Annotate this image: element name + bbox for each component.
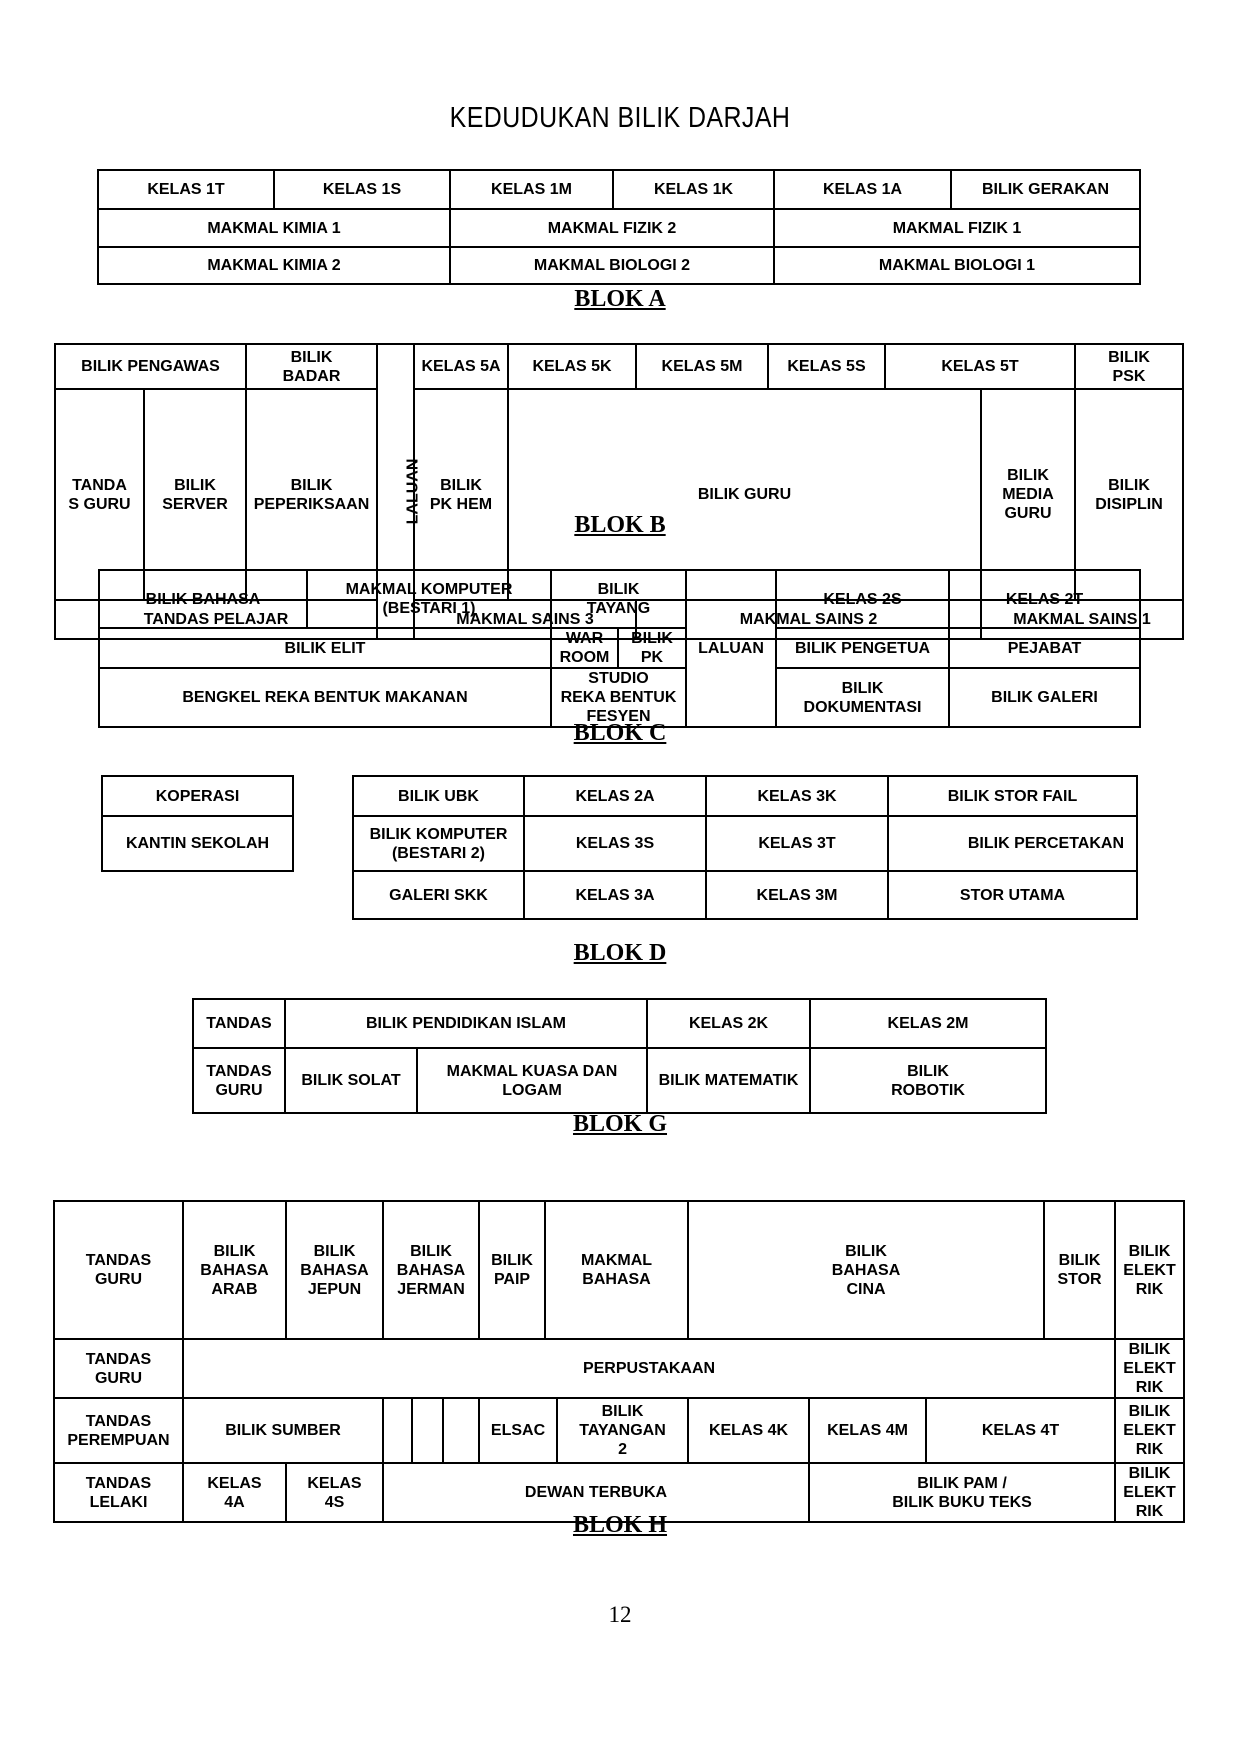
room-pejabat: PEJABAT xyxy=(949,628,1140,668)
room-kelas-3k: KELAS 3K xyxy=(706,776,888,816)
room-tandas-guru: TANDA S GURU xyxy=(55,389,144,600)
room-kelas-1m: KELAS 1M xyxy=(450,170,613,209)
room-dewan-terbuka: DEWAN TERBUKA xyxy=(383,1463,809,1522)
room-kelas-4t: KELAS 4T xyxy=(926,1398,1115,1463)
room-bilik-percetakan: BILIK PERCETAKAN xyxy=(888,816,1137,871)
blok-g-label: BLOK G xyxy=(572,1111,668,1137)
room-makmal-kimia-1: MAKMAL KIMIA 1 xyxy=(98,209,450,247)
room-kelas-2s: KELAS 2S xyxy=(776,570,949,628)
room-koperasi: KOPERASI xyxy=(102,776,293,816)
page-number: 12 xyxy=(608,1602,632,1627)
room-bilik-sumber: BILIK SUMBER xyxy=(183,1398,383,1463)
room-elsac: ELSAC xyxy=(479,1398,557,1463)
room-bilik-komputer-bestari-2: BILIK KOMPUTER (BESTARI 2) xyxy=(353,816,524,871)
blok-b-label: BLOK B xyxy=(574,512,666,538)
room-bilik-bahasa: BILIK BAHASA xyxy=(99,570,307,628)
room-bilik-dokumentasi: BILIK DOKUMENTASI xyxy=(776,668,949,727)
room-bilik-pam-buku-teks: BILIK PAM / BILIK BUKU TEKS xyxy=(809,1463,1115,1522)
room-bilik-elektrik-1: BILIK ELEKTRIK xyxy=(1115,1201,1184,1339)
room-makmal-kuasa-dan-logam: MAKMAL KUASA DAN LOGAM xyxy=(417,1048,647,1113)
room-makmal-biologi-1: MAKMAL BIOLOGI 1 xyxy=(774,247,1140,284)
room-makmal-bahasa: MAKMAL BAHASA xyxy=(545,1201,688,1339)
room-makmal-kimia-2: MAKMAL KIMIA 2 xyxy=(98,247,450,284)
room-makmal-sains-3: MAKMAL SAINS 3 xyxy=(414,600,636,639)
room-kantin-sekolah: KANTIN SEKOLAH xyxy=(102,816,293,871)
room-kelas-1t: KELAS 1T xyxy=(98,170,274,209)
room-bilik-bahasa-arab: BILIK BAHASA ARAB xyxy=(183,1201,286,1339)
blok-d-label: BLOK D xyxy=(573,940,667,966)
room-bilik-pendidikan-islam: BILIK PENDIDIKAN ISLAM xyxy=(285,999,647,1048)
room-kelas-5m: KELAS 5M xyxy=(636,344,768,389)
room-bilik-matematik: BILIK MATEMATIK xyxy=(647,1048,810,1113)
blok-g-table xyxy=(192,998,1047,1114)
room-makmal-biologi-2: MAKMAL BIOLOGI 2 xyxy=(450,247,774,284)
room-bilik-bahasa-cina: BILIK BAHASA CINA xyxy=(688,1201,1044,1339)
room-bengkel-reka-bentuk-makanan: BENGKEL REKA BENTUK MAKANAN xyxy=(99,668,551,727)
room-kelas-2m: KELAS 2M xyxy=(810,999,1046,1048)
room-unlabelled-3 xyxy=(443,1398,479,1463)
room-kelas-1s: KELAS 1S xyxy=(274,170,450,209)
room-kelas-1k: KELAS 1K xyxy=(613,170,774,209)
room-bilik-elit: BILIK ELIT xyxy=(99,628,551,668)
room-kelas-5k: KELAS 5K xyxy=(508,344,636,389)
room-kelas-2a: KELAS 2A xyxy=(524,776,706,816)
blok-c-label: BLOK C xyxy=(573,720,667,746)
laluan-label: LALUAN xyxy=(404,458,422,525)
room-makmal-fizik-2: MAKMAL FIZIK 2 xyxy=(450,209,774,247)
room-galeri-skk: GALERI SKK xyxy=(353,871,524,919)
room-tandas: TANDAS xyxy=(193,999,285,1048)
room-kelas-3s: KELAS 3S xyxy=(524,816,706,871)
room-tandas-pelajar: TANDAS PELAJAR xyxy=(55,600,377,639)
room-makmal-fizik-1: MAKMAL FIZIK 1 xyxy=(774,209,1140,247)
room-bilik-peperiksaan: BILIK PEPERIKSAAN xyxy=(246,389,377,600)
room-bilik-gerakan: BILIK GERAKAN xyxy=(951,170,1140,209)
room-bilik-tayang: BILIK TAYANG xyxy=(551,570,686,628)
room-bilik-paip: BILIK PAIP xyxy=(479,1201,545,1339)
room-tandas-guru-h2: TANDAS GURU xyxy=(54,1339,183,1398)
room-tandas-lelaki: TANDAS LELAKI xyxy=(54,1463,183,1522)
blok-c-table xyxy=(98,569,1141,728)
room-bilik-bahasa-jepun: BILIK BAHASA JEPUN xyxy=(286,1201,383,1339)
room-kelas-2k: KELAS 2K xyxy=(647,999,810,1048)
room-studio-reka-bentuk-fesyen: STUDIO REKA BENTUK FESYEN xyxy=(551,668,686,727)
room-bilik-server: BILIK SERVER xyxy=(144,389,246,600)
room-kelas-4m: KELAS 4M xyxy=(809,1398,926,1463)
room-bilik-guru: BILIK GURU xyxy=(508,389,981,600)
room-bilik-stor: BILIK STOR xyxy=(1044,1201,1115,1339)
room-kelas-4a: KELAS 4A xyxy=(183,1463,286,1522)
room-kelas-4k: KELAS 4K xyxy=(688,1398,809,1463)
room-bilik-badar: BILIK BADAR xyxy=(246,344,377,389)
blok-h-table xyxy=(53,1200,1185,1523)
room-tandas-guru-h1: TANDAS GURU xyxy=(54,1201,183,1339)
room-bilik-psk: BILIK PSK xyxy=(1075,344,1183,389)
room-kelas-3a: KELAS 3A xyxy=(524,871,706,919)
room-bilik-media-guru: BILIK MEDIA GURU xyxy=(981,389,1075,600)
room-kelas-2t: KELAS 2T xyxy=(949,570,1140,628)
room-war-room: WAR ROOM xyxy=(551,628,618,668)
room-bilik-elektrik-3: BILIK ELEKTRIK xyxy=(1115,1398,1184,1463)
room-makmal-sains-1: MAKMAL SAINS 1 xyxy=(981,600,1183,639)
room-kelas-3m: KELAS 3M xyxy=(706,871,888,919)
room-perpustakaan: PERPUSTAKAAN xyxy=(183,1339,1115,1398)
room-unlabelled-1 xyxy=(383,1398,412,1463)
room-bilik-elektrik-4: BILIK ELEKTRIK xyxy=(1115,1463,1184,1522)
page-title: KEDUDUKAN BILIK DARJAH xyxy=(449,102,791,134)
room-bilik-tayangan-2: BILIK TAYANGAN 2 xyxy=(557,1398,688,1463)
blok-h-label: BLOK H xyxy=(572,1512,668,1538)
room-bilik-elektrik-2: BILIK ELEKTRIK xyxy=(1115,1339,1184,1398)
blok-a-label: BLOK A xyxy=(574,286,666,312)
room-bilik-solat: BILIK SOLAT xyxy=(285,1048,417,1113)
room-bilik-pengetua: BILIK PENGETUA xyxy=(776,628,949,668)
room-kelas-4s: KELAS 4S xyxy=(286,1463,383,1522)
room-bilik-ubk: BILIK UBK xyxy=(353,776,524,816)
room-bilik-pk-hem: BILIK PK HEM xyxy=(414,389,508,600)
blok-d-right-table xyxy=(352,775,1138,920)
room-tandas-guru-g: TANDAS GURU xyxy=(193,1048,285,1113)
room-makmal-komputer: MAKMAL KOMPUTER (BESTARI 1) xyxy=(307,570,551,628)
room-kelas-5t: KELAS 5T xyxy=(885,344,1075,389)
room-kelas-5s: KELAS 5S xyxy=(768,344,885,389)
room-makmal-sains-2: MAKMAL SAINS 2 xyxy=(636,600,981,639)
corridor-laluan-c: LALUAN xyxy=(686,570,776,727)
room-bilik-bahasa-jerman: BILIK BAHASA JERMAN xyxy=(383,1201,479,1339)
room-bilik-robotik: BILIK ROBOTIK xyxy=(810,1048,1046,1113)
room-bilik-galeri: BILIK GALERI xyxy=(949,668,1140,727)
room-kelas-1a: KELAS 1A xyxy=(774,170,951,209)
room-bilik-pengawas: BILIK PENGAWAS xyxy=(55,344,246,389)
room-unlabelled-2 xyxy=(412,1398,443,1463)
blok-a-table xyxy=(97,169,1141,285)
blok-d-left-table xyxy=(101,775,294,872)
room-bilik-stor-fail: BILIK STOR FAIL xyxy=(888,776,1137,816)
room-tandas-perempuan: TANDAS PEREMPUAN xyxy=(54,1398,183,1463)
room-bilik-disiplin: BILIK DISIPLIN xyxy=(1075,389,1183,600)
room-bilik-pk: BILIK PK xyxy=(618,628,686,668)
room-stor-utama: STOR UTAMA xyxy=(888,871,1137,919)
room-kelas-3t: KELAS 3T xyxy=(706,816,888,871)
room-kelas-5a: KELAS 5A xyxy=(414,344,508,389)
